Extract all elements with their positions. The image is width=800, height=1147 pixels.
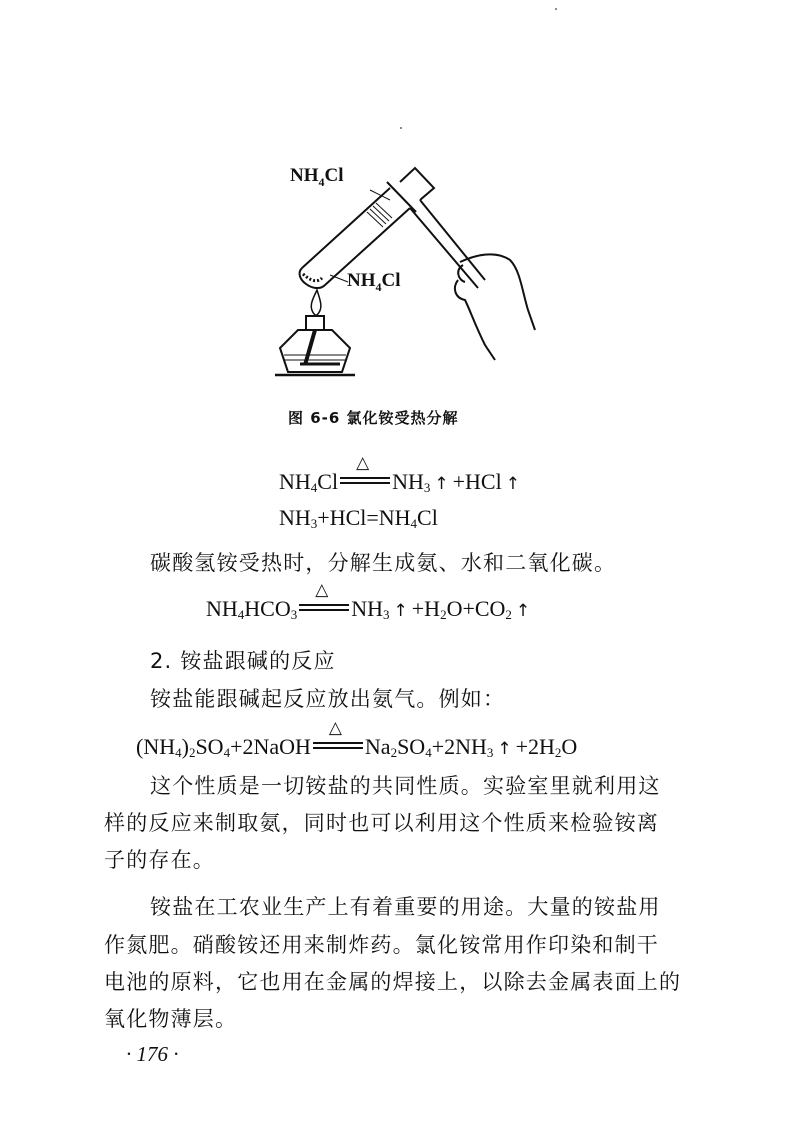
heat-triangle-icon: △ <box>328 718 342 737</box>
scan-speck <box>555 8 557 10</box>
page-number: · 176 · <box>126 1042 179 1066</box>
section-heading-2: 2. 铵盐跟碱的反应 <box>150 649 336 673</box>
heat-triangle-icon: △ <box>356 453 370 472</box>
paragraph-intro-base-reaction: 铵盐能跟碱起反应放出氨气。例如： <box>150 687 506 711</box>
equation-ammonium-sulfate-naoh: $(NH_4)_2SO_4+2NaOH$ △ $Na_2SO_4+2NH_3$ ↑ $+2H_2O$ <box>136 718 578 760</box>
paragraph-bicarbonate: 碳酸氢铵受热时，分解生成氨、水和二氧化碳。 <box>150 551 617 575</box>
gas-up-arrow-icon: ↑ <box>515 601 531 621</box>
paragraph-common-property-line1: 这个性质是一切铵盐的共同性质。实验室里就利用这 <box>150 774 661 798</box>
heating-condition <box>340 453 390 487</box>
paragraph-uses-line3: 电池的原料，它也用在金属的焊接上，以除去金属表面上的 <box>104 970 682 994</box>
heat-triangle-icon: △ <box>315 580 329 599</box>
figure-caption: 图 6-6 氯化铵受热分解 <box>288 409 459 427</box>
scan-speck <box>400 127 402 129</box>
equation-nh4cl-decomposition: $NH_4Cl$ △ $NH_3$ ↑ +HCl ↑ <box>279 453 520 495</box>
gas-up-arrow-icon: ↑ <box>505 474 520 494</box>
label-nh4cl-bottom: $NH_4Cl$ <box>347 270 401 294</box>
gas-up-arrow-icon: ↑ <box>393 601 408 621</box>
paragraph-uses-line2: 作氮肥。硝酸铵还用来制炸药。氯化铵常用作印染和制干 <box>104 933 659 957</box>
paragraph-common-property-line3: 子的存在。 <box>104 848 215 872</box>
gas-up-arrow-icon: ↑ <box>497 739 512 759</box>
equation-nh3-hcl-combination: $NH_3+HCl=NH_4Cl$ <box>279 505 438 531</box>
figure-ammonium-chloride-heating <box>270 150 540 385</box>
equation-nh4hco3-decomposition: $NH_4HCO_3$ △ $NH_3$ ↑ $+H_2O+CO_2$ ↑ <box>206 580 531 622</box>
paragraph-common-property-line2: 样的反应来制取氨，同时也可以利用这个性质来检验铵离 <box>104 811 659 835</box>
heating-condition <box>299 580 349 614</box>
gas-up-arrow-icon: ↑ <box>434 474 449 494</box>
paragraph-uses-line1: 铵盐在工农业生产上有着重要的用途。大量的铵盐用 <box>150 895 661 919</box>
paragraph-uses-line4: 氧化物薄层。 <box>104 1007 238 1031</box>
heating-condition <box>313 718 363 752</box>
label-nh4cl-top: $NH_4Cl$ <box>290 165 344 189</box>
